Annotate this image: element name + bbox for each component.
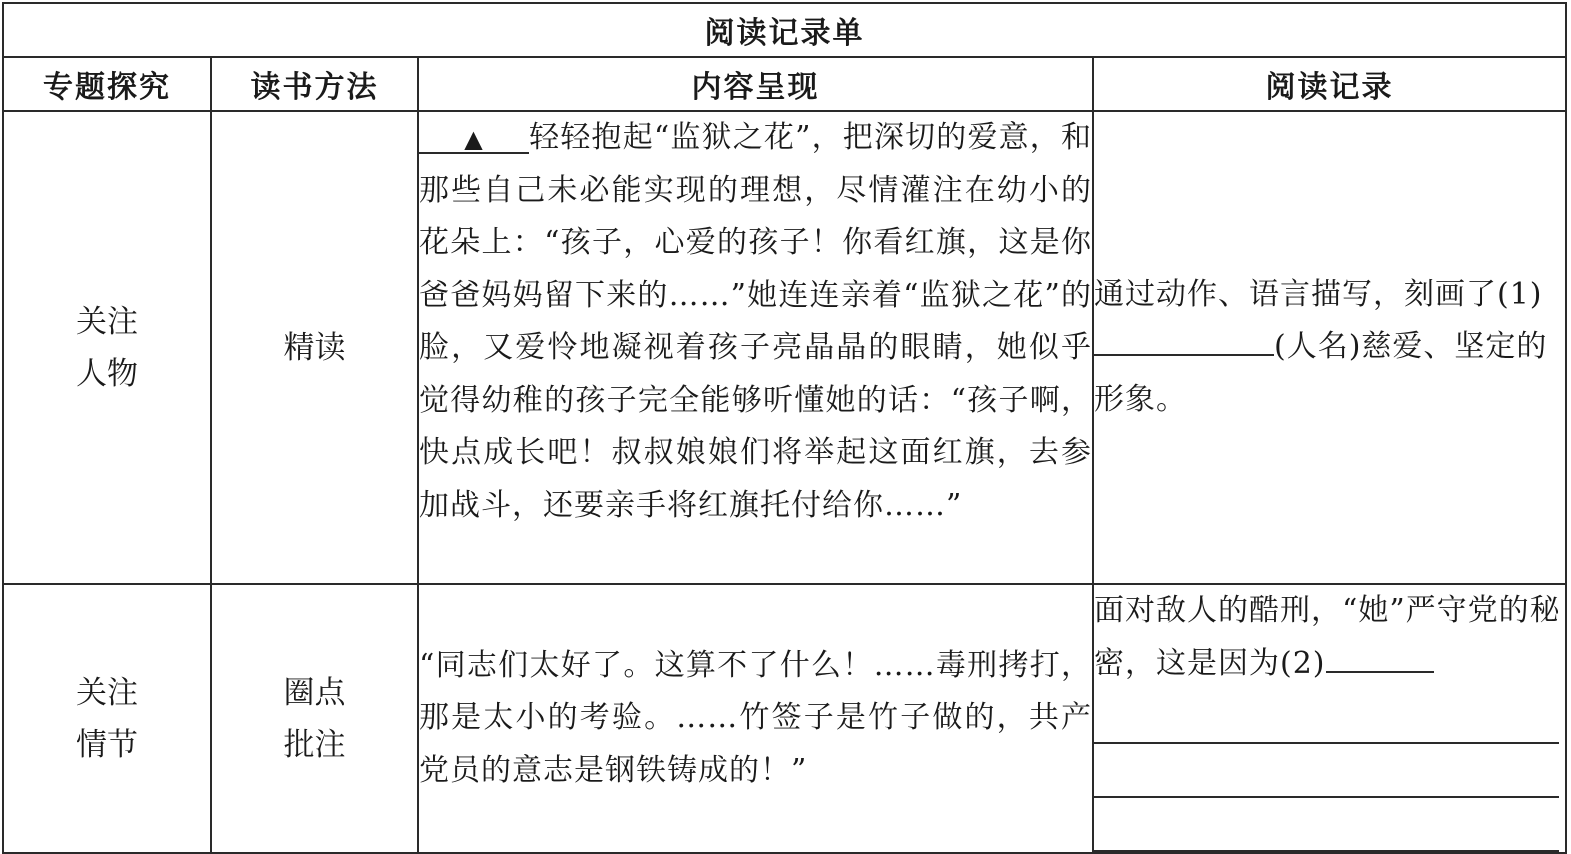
row1-record-before: 通过动作、语言描写，刻画了(1) bbox=[1094, 276, 1543, 312]
row1-topic bbox=[3, 111, 211, 584]
table-title: 阅读记录单 bbox=[3, 3, 1566, 57]
row2-record-before: 面对敌人的酷刑，“她”严守党的秘密，这是因为(2) bbox=[1094, 593, 1561, 681]
answer-line[interactable] bbox=[1094, 690, 1559, 744]
header-method: 读书方法 bbox=[211, 57, 418, 111]
table-row bbox=[3, 111, 1566, 584]
triangle-icon: ▲ bbox=[464, 125, 484, 153]
table-row bbox=[3, 584, 1566, 853]
answer-blank-2[interactable] bbox=[1326, 639, 1434, 673]
row1-record-after: (人名)慈爱、坚定的形象。 bbox=[1094, 329, 1548, 417]
row2-record bbox=[1093, 584, 1566, 853]
row1-topic-line: 人物 bbox=[76, 355, 138, 392]
row1-content bbox=[418, 111, 1093, 584]
answer-blank-1[interactable] bbox=[1094, 323, 1274, 357]
row1-method-line: 精读 bbox=[283, 329, 346, 366]
row1-method bbox=[211, 111, 418, 584]
row1-content-text: 轻轻抱起“监狱之花”，把深切的爱意，和那些自己未必能实现的理想，尽情灌注在幼小的花朵上：“孩子，心爱的孩子！你看红旗，这是你爸爸妈妈留下来的……”她连连亲着“监狱之花”的脸，又爱怜地凝视着孩子亮晶晶的眼睛，她似乎觉得幼稚的孩子完全能够听懂她的话：“孩子啊，快点成长吧！叔叔娘娘们将举起这面红旗，去参加战斗，还要亲手将红旗托付给你……” bbox=[419, 120, 1092, 523]
answer-line[interactable] bbox=[1094, 798, 1559, 852]
fill-blank-marker[interactable] bbox=[419, 127, 529, 154]
row2-topic bbox=[3, 584, 211, 853]
row2-content bbox=[418, 584, 1093, 853]
row2-content-text: “同志们太好了。这算不了什么！……毒刑拷打，那是太小的考验。……竹签子是竹子做的，共产党员的意志是钢铁铸成的！” bbox=[419, 647, 1092, 788]
header-topic: 专题探究 bbox=[3, 57, 211, 111]
answer-line[interactable] bbox=[1094, 744, 1559, 798]
header-record: 阅读记录 bbox=[1093, 57, 1566, 111]
row1-record bbox=[1093, 111, 1566, 584]
reading-record-table bbox=[2, 2, 1567, 854]
header-content: 内容呈现 bbox=[418, 57, 1093, 111]
row2-topic-line: 情节 bbox=[76, 726, 138, 763]
row2-topic-line: 关注 bbox=[76, 674, 138, 711]
row2-method-line: 批注 bbox=[283, 726, 346, 763]
row2-method bbox=[211, 584, 418, 853]
row1-topic-line: 关注 bbox=[76, 303, 138, 340]
row2-method-line: 圈点 bbox=[283, 674, 346, 711]
